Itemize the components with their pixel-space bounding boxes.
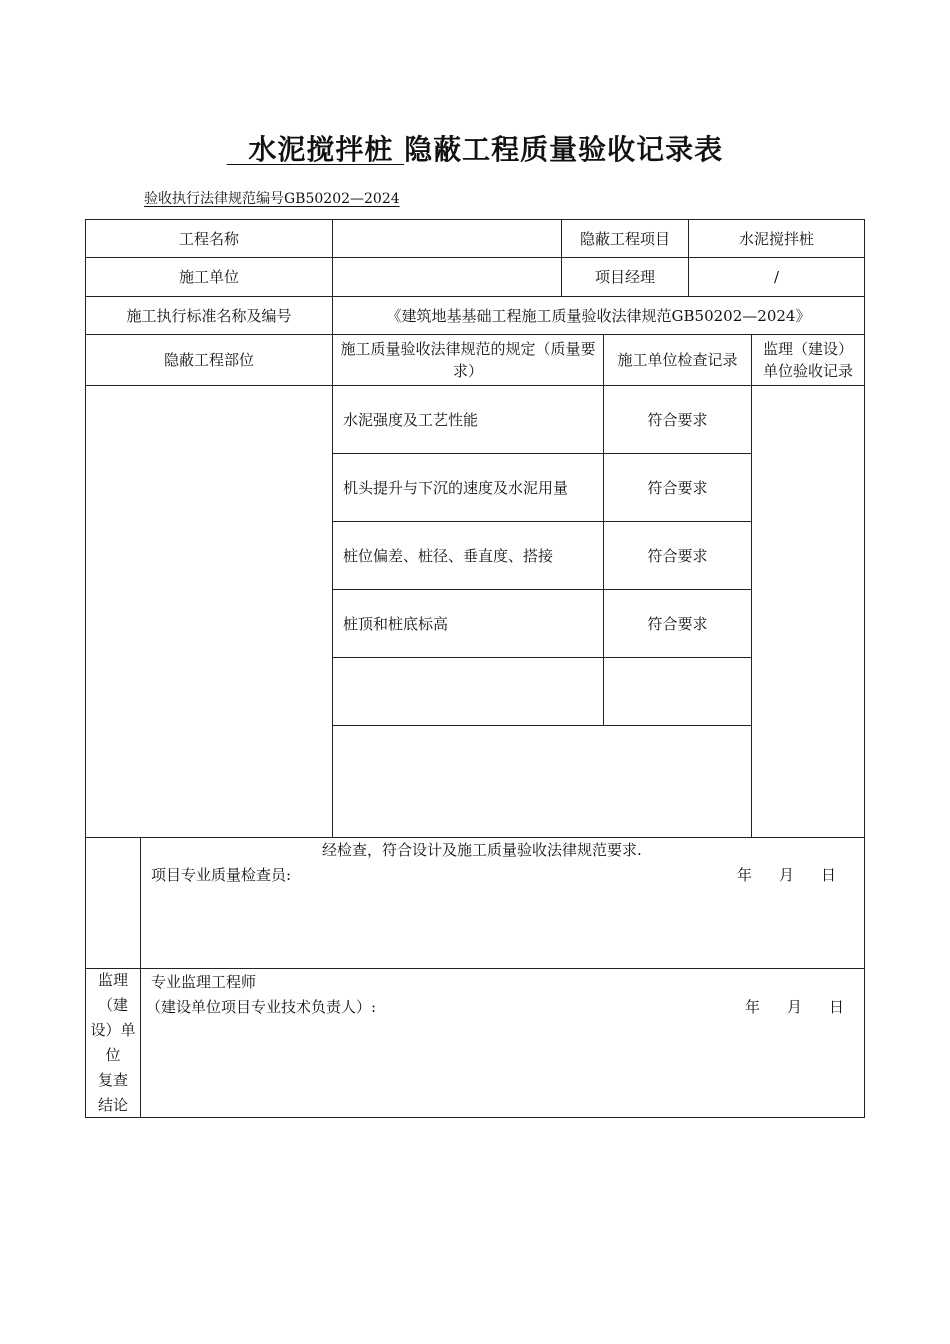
owner-representative-label: （建设单位项目专业技术负责人）: <box>146 998 377 1016</box>
item-result: 符合要求 <box>647 410 708 429</box>
supervisor-label-line: （建 <box>97 996 128 1014</box>
hidden-item-label: 隐蔽工程项目 <box>579 229 670 248</box>
project-manager-value: / <box>773 268 780 286</box>
supervisor-label-line: 监理 <box>97 971 128 989</box>
contractor-label: 施工单位 <box>178 268 239 286</box>
quality-inspector-label: 项目专业质量检查员: <box>151 866 292 884</box>
standard-value: 《建筑地基基础工程施工质量验收法律规范GB50202—2024》 <box>386 306 811 325</box>
project-name-label: 工程名称 <box>178 229 239 248</box>
item-result <box>604 658 751 725</box>
location-header: 隐蔽工程部位 <box>163 351 254 369</box>
supervisor-header-line-1: 监理（建设） <box>762 340 853 358</box>
supervisor-date-year: 年 <box>745 998 761 1016</box>
supervisor-label-line: 复查 <box>97 1071 128 1089</box>
standard-label: 施工执行标准名称及编号 <box>126 306 292 325</box>
supervisor-record-header <box>752 335 864 385</box>
item-result: 符合要求 <box>647 478 708 497</box>
page-title <box>0 128 950 172</box>
title-project-type: 水泥搅拌桩 <box>226 133 405 166</box>
item-result: 符合要求 <box>647 546 708 565</box>
item-requirement <box>333 658 603 725</box>
contractor-check-header: 施工单位检查记录 <box>617 351 738 369</box>
requirement-header: 施工质量验收法律规范的规定（质量要求） <box>340 340 596 380</box>
item-requirement: 水泥强度及工艺性能 <box>343 410 479 429</box>
contractor-date-year: 年 <box>737 866 753 884</box>
item-result: 符合要求 <box>647 614 708 633</box>
hidden-item-value: 水泥搅拌桩 <box>738 229 814 248</box>
contractor-date-month: 月 <box>779 866 795 884</box>
supervising-engineer-label: 专业监理工程师 <box>151 973 257 991</box>
supervisor-label-line: 结论 <box>97 1096 128 1114</box>
supervisor-label-line: 设）单 <box>90 1021 136 1039</box>
contractor-conclusion-statement: 经检查，符合设计及施工质量验收法律规范要求. <box>322 841 642 859</box>
supervisor-date-day: 日 <box>829 998 845 1016</box>
title-main: 隐蔽工程质量验收记录表 <box>404 133 724 166</box>
item-requirement: 桩位偏差、桩径、垂直度、搭接 <box>343 546 554 565</box>
supervisor-header-line-2: 单位验收记录 <box>762 362 853 380</box>
project-name-value <box>333 220 561 257</box>
project-manager-label: 项目经理 <box>594 268 655 286</box>
supervisor-label-line: 位 <box>105 1046 121 1064</box>
supervisor-conclusion-label <box>86 969 140 1117</box>
item-requirement: 桩顶和桩底标高 <box>343 614 449 633</box>
item-requirement: 机头提升与下沉的速度及水泥用量 <box>343 478 569 497</box>
contractor-value <box>333 258 561 296</box>
supervisor-date-month: 月 <box>787 998 803 1016</box>
contractor-date-day: 日 <box>821 866 837 884</box>
standard-code-line: 验收执行法律规范编号GB50202—2024 <box>144 191 400 207</box>
